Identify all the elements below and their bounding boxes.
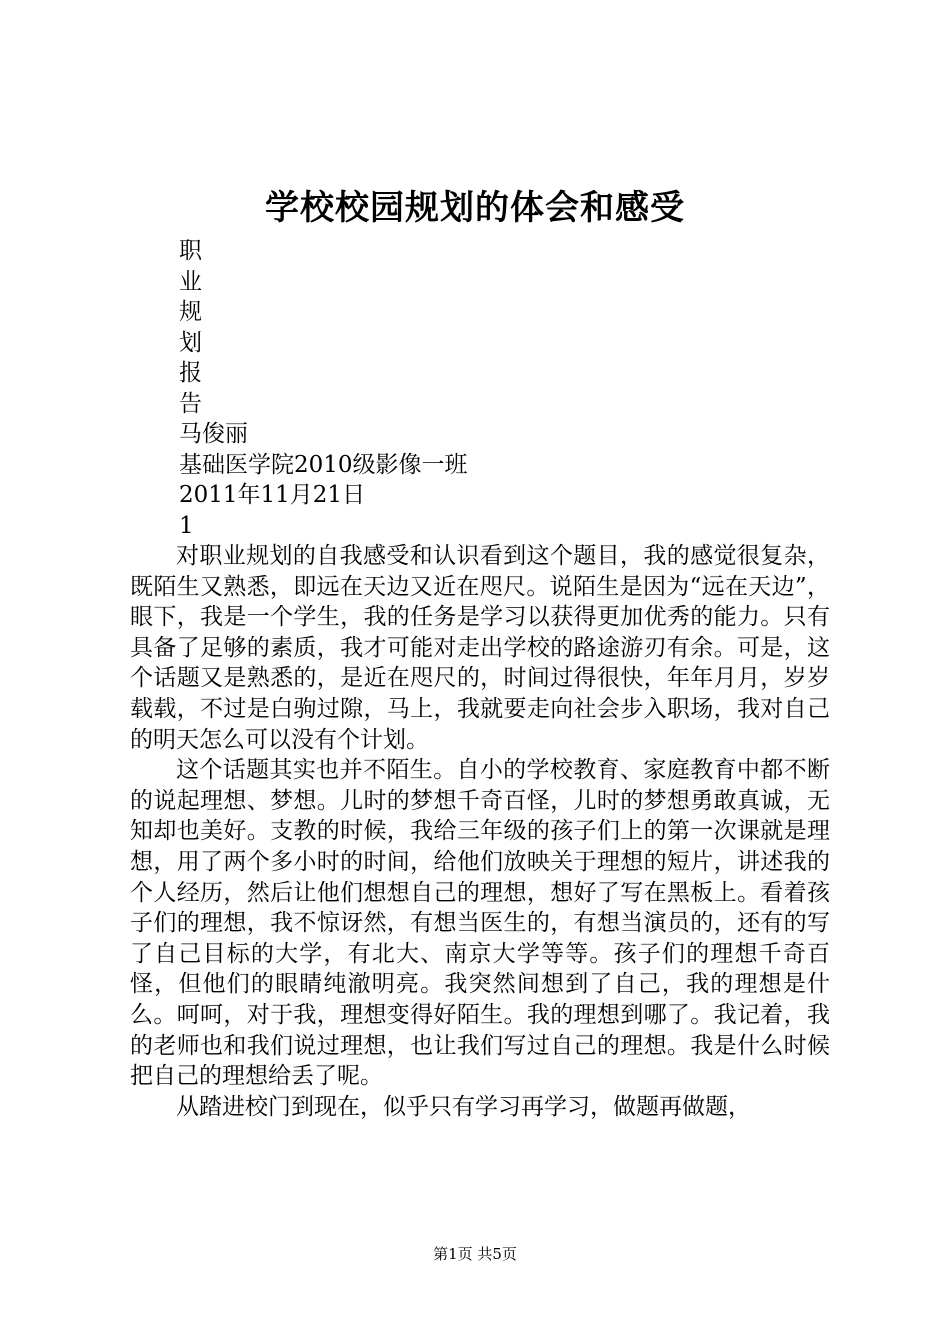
paragraph: 这个话题其实也并不陌生。自小的学校教育、家庭教育中都不断的说起理想、梦想。儿时的梦想千奇百怪，儿时的梦想勇敢真诚，无知却也美好。支教的时候，我给三年级的孩子们上的第一次课就是理想，用了两个多小时的时间，给他们放映关于理想的短片，讲述我的个人经历，然后让他们想想自己的理想，想好了写在黑板上。看着孩子们的理想，我不惊讶然，有想当医生的，有想当演员的，还有的写了自己目标的大学，有北大、南京大学等等。孩子们的理想千奇百怪，但他们的眼睛纯澈明亮。我突然间想到了自己，我的理想是什么。呵呵，对于我，理想变得好陌生。我的理想到哪了。我记着，我的老师也和我们说过理想，也让我们写过自己的理想。我是什么时候把自己的理想给丢了呢。 bbox=[130, 757, 830, 1090]
body-text bbox=[130, 541, 830, 1122]
page-footer: 第1页 共5页 bbox=[433, 1245, 517, 1263]
meta-line: 规 bbox=[179, 299, 202, 325]
meta-line: 告 bbox=[179, 390, 202, 417]
paragraph: 从踏进校门到现在，似乎只有学习再学习，做题再做题， bbox=[176, 1093, 751, 1120]
meta-line: 报 bbox=[179, 360, 202, 386]
meta-line: 划 bbox=[179, 329, 202, 356]
meta-line: 业 bbox=[179, 268, 202, 295]
document-title: 学校校园规划的体会和感受 bbox=[265, 188, 685, 228]
author-info-block bbox=[179, 236, 879, 541]
author-name: 马俊丽 bbox=[179, 421, 248, 447]
meta-line: 职 bbox=[179, 238, 202, 264]
paragraph: 对职业规划的自我感受和认识看到这个题目，我的感觉很复杂，既陌生又熟悉，即远在天边又近在咫尺。说陌生是因为“远在天边”，眼下，我是一个学生，我的任务是学习以获得更加优秀的能力。只有具备了足够的素质，我才可能对走出学校的路途游刃有余。可是，这个话题又是熟悉的，是近在咫尺的，时间过得很快，年年月月，岁岁载载，不过是白驹过隙，马上，我就要走向社会步入职场，我对自己的明天怎么可以没有个计划。 bbox=[130, 543, 830, 753]
section-number: 1 bbox=[179, 512, 194, 539]
report-date: 2011年11月21日 bbox=[179, 482, 366, 508]
author-class: 基础医学院2010级影像一班 bbox=[179, 451, 468, 478]
